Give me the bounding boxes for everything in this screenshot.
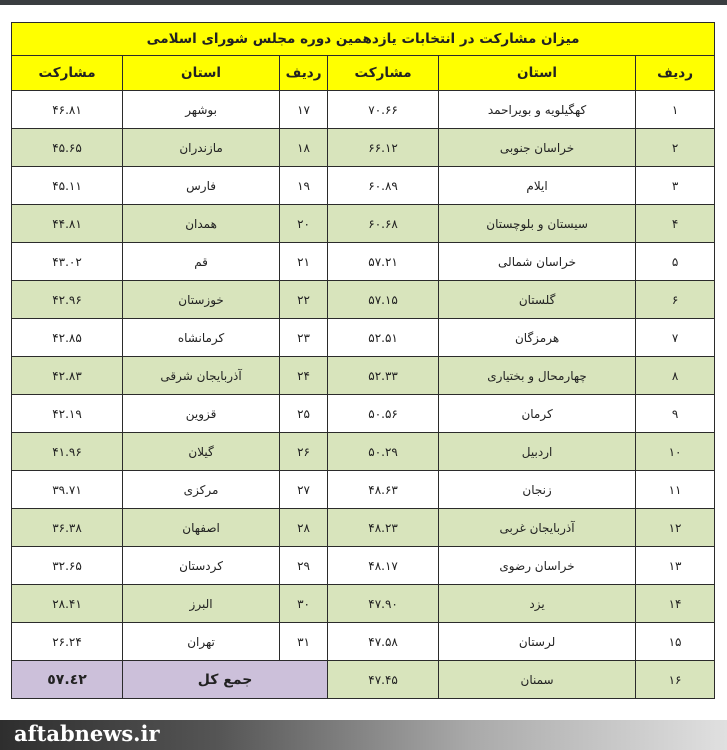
cell-v2: ۲۸.۴۱ (12, 585, 123, 623)
table-row (12, 471, 715, 509)
cell-p2: قزوین (123, 395, 280, 433)
cell-v2: ۳۹.۷۱ (12, 471, 123, 509)
cell-p1: خراسان جنوبی (439, 129, 636, 167)
table-row (12, 623, 715, 661)
cell-p1: یزد (439, 585, 636, 623)
cell-r2: ۲۵ (280, 395, 328, 433)
cell-r1: ۴ (636, 205, 715, 243)
cell-p1: آذربایجان غربی (439, 509, 636, 547)
cell-v2: ۴۳.۰۲ (12, 243, 123, 281)
table-title: میزان مشارکت در انتخابات یازدهمین دوره مجلس شورای اسلامی (12, 23, 715, 56)
cell-p2: گیلان (123, 433, 280, 471)
cell-r1: ۷ (636, 319, 715, 357)
cell-v1: ۵۲.۵۱ (328, 319, 439, 357)
cell-r2: ۲۳ (280, 319, 328, 357)
cell-p2: البرز (123, 585, 280, 623)
cell-v2: ۴۲.۹۶ (12, 281, 123, 319)
cell-v2: ۴۲.۸۳ (12, 357, 123, 395)
cell-r1: ۱۰ (636, 433, 715, 471)
cell-v2: ۴۱.۹۶ (12, 433, 123, 471)
table-row (12, 395, 715, 433)
cell-v1: ۴۷.۵۸ (328, 623, 439, 661)
cell-v2: ۲۶.۲۴ (12, 623, 123, 661)
cell-v1: ۵۲.۳۳ (328, 357, 439, 395)
cell-p1: زنجان (439, 471, 636, 509)
cell-p2: کرمانشاه (123, 319, 280, 357)
cell-p1: گلستان (439, 281, 636, 319)
header-participation-2: مشارکت (12, 56, 123, 91)
cell-v1: ۶۰.۸۹ (328, 167, 439, 205)
cell-v1: ۴۸.۲۳ (328, 509, 439, 547)
cell-v1: ۶۶.۱۲ (328, 129, 439, 167)
site-name: aftabnews.ir (14, 721, 160, 746)
table-row (12, 167, 715, 205)
cell-v1: ۴۷.۹۰ (328, 585, 439, 623)
cell-r1: ۱ (636, 91, 715, 129)
table-row (12, 205, 715, 243)
cell-v2: ۴۲.۸۵ (12, 319, 123, 357)
header-rank: ردیف (636, 56, 715, 91)
table-row (12, 547, 715, 585)
top-bar (0, 0, 727, 5)
table-row (12, 281, 715, 319)
participation-table (11, 22, 715, 699)
cell-v1: ۵۰.۵۶ (328, 395, 439, 433)
cell-r2: ۳۱ (280, 623, 328, 661)
cell-p1: خراسان رضوی (439, 547, 636, 585)
cell-r2: ۲۲ (280, 281, 328, 319)
cell-r2: ۳۰ (280, 585, 328, 623)
cell-v2: ۴۵.۶۵ (12, 129, 123, 167)
cell-r2: ۲۷ (280, 471, 328, 509)
total-value: ٤۲.٥۷ (12, 661, 123, 699)
cell-v1: ۴۸.۱۷ (328, 547, 439, 585)
cell-v1: ۴۸.۶۳ (328, 471, 439, 509)
cell-r1: ۵ (636, 243, 715, 281)
cell-r1: ۱۱ (636, 471, 715, 509)
cell-p1: خراسان شمالی (439, 243, 636, 281)
cell-p2: خوزستان (123, 281, 280, 319)
cell-r2: ۱۸ (280, 129, 328, 167)
cell-r2: ۲۰ (280, 205, 328, 243)
cell-p1: کهگیلویه و بویراحمد (439, 91, 636, 129)
cell-r1: ۸ (636, 357, 715, 395)
header-province: استان (439, 56, 636, 91)
cell-v2: ۴۶.۸۱ (12, 91, 123, 129)
table-row (12, 129, 715, 167)
cell-p1: سیستان و بلوچستان (439, 205, 636, 243)
cell-p1: سمنان (439, 661, 636, 699)
cell-v2: ۴۲.۱۹ (12, 395, 123, 433)
cell-p2: بوشهر (123, 91, 280, 129)
cell-r2: ۲۶ (280, 433, 328, 471)
cell-r2: ۲۴ (280, 357, 328, 395)
cell-p2: آذربایجان شرقی (123, 357, 280, 395)
cell-r1: ۶ (636, 281, 715, 319)
cell-v2: ۴۴.۸۱ (12, 205, 123, 243)
cell-r1: ۲ (636, 129, 715, 167)
cell-p2: مرکزی (123, 471, 280, 509)
cell-p2: تهران (123, 623, 280, 661)
table-row (12, 509, 715, 547)
cell-r2: ۲۱ (280, 243, 328, 281)
cell-r1: ۱۴ (636, 585, 715, 623)
cell-v1: ۴۷.۴۵ (328, 661, 439, 699)
cell-r1: ۱۳ (636, 547, 715, 585)
total-label: جمع کل (123, 661, 328, 699)
table-row (12, 585, 715, 623)
header-rank-2: ردیف (280, 56, 328, 91)
cell-p1: هرمزگان (439, 319, 636, 357)
cell-v2: ۴۵.۱۱ (12, 167, 123, 205)
cell-r1: ۱۲ (636, 509, 715, 547)
cell-p2: اصفهان (123, 509, 280, 547)
cell-v2: ۳۶.۳۸ (12, 509, 123, 547)
cell-r2: ۲۹ (280, 547, 328, 585)
cell-r2: ۱۹ (280, 167, 328, 205)
cell-r2: ۲۸ (280, 509, 328, 547)
cell-v1: ۶۰.۶۸ (328, 205, 439, 243)
cell-p2: کردستان (123, 547, 280, 585)
cell-p2: قم (123, 243, 280, 281)
table-row-total (12, 661, 715, 699)
cell-p1: ایلام (439, 167, 636, 205)
cell-p1: کرمان (439, 395, 636, 433)
header-participation: مشارکت (328, 56, 439, 91)
cell-r1: ۱۶ (636, 661, 715, 699)
table-row (12, 433, 715, 471)
cell-p2: مازندران (123, 129, 280, 167)
cell-p2: همدان (123, 205, 280, 243)
cell-r1: ۱۵ (636, 623, 715, 661)
cell-p1: لرستان (439, 623, 636, 661)
cell-v2: ۳۲.۶۵ (12, 547, 123, 585)
cell-p2: فارس (123, 167, 280, 205)
cell-r1: ۹ (636, 395, 715, 433)
cell-v1: ۵۷.۱۵ (328, 281, 439, 319)
footer-banner (0, 720, 727, 750)
cell-r1: ۳ (636, 167, 715, 205)
cell-r2: ۱۷ (280, 91, 328, 129)
cell-v1: ۵۰.۲۹ (328, 433, 439, 471)
cell-v1: ۵۷.۲۱ (328, 243, 439, 281)
header-province-2: استان (123, 56, 280, 91)
table-row (12, 319, 715, 357)
table-row (12, 357, 715, 395)
table-row (12, 91, 715, 129)
table-row (12, 243, 715, 281)
cell-p1: اردبیل (439, 433, 636, 471)
cell-p1: چهارمحال و بختیاری (439, 357, 636, 395)
cell-v1: ۷۰.۶۶ (328, 91, 439, 129)
